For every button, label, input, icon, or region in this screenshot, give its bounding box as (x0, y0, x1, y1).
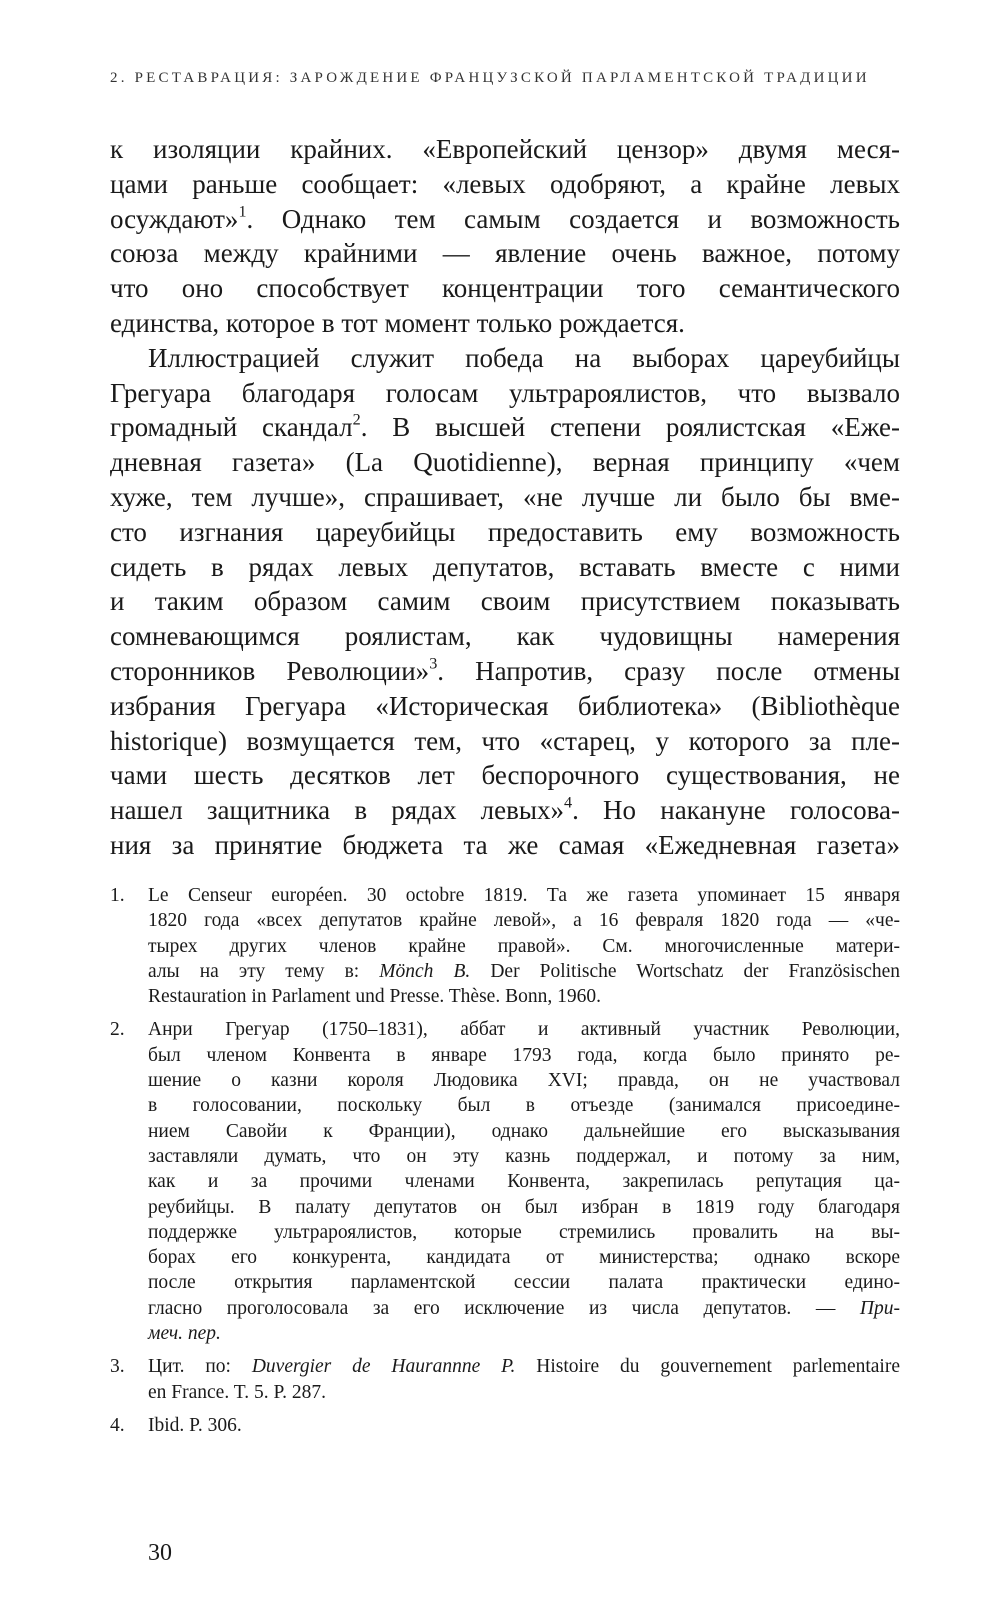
footnote-line: был членом Конвента в январе 1793 года, когда было принято ре- (148, 1044, 900, 1066)
footnote-line: после открытия парламентской сессии палата практически едино- (148, 1272, 900, 1294)
text-line: сторонников Революции»$^3$. Напротив, сразу после отмены (110, 654, 900, 686)
footnote-number: 3. (110, 1356, 125, 1378)
footnote-line: поддержке ультрароялистов, которые стремились провалить на вы- (148, 1221, 900, 1243)
footnote-line: Le Censeur européen. 30 octobre 1819. Та же газета упоминает 15 января (148, 885, 900, 906)
footnote-line: гласно проголосовала за его исключение из числа депутатов. — При- (148, 1297, 900, 1319)
footnote-line: реубийцы. В палату депутатов он был избран в 1819 году благодаря (148, 1196, 900, 1218)
text-line: сомневающимся роялистам, как чудовищны намерения (110, 621, 900, 652)
footnote-3 (110, 1354, 900, 1405)
footnote-number: 2. (110, 1019, 125, 1041)
text-line: избрания Грегуара «Историческая библиотека» (Bibliothèque (110, 690, 900, 721)
footnote-line: Цит. по: Duvergier de Haurannne P. Histoire du gouvernement parlementaire (148, 1356, 900, 1378)
footnote-ref-2[interactable]: 2 (352, 411, 361, 430)
footnote-line: Ibid. P. 306. (148, 1414, 242, 1436)
footnote-line: алы на эту тему в: Mönch B. Der Politische Wortschatz der Französischen (148, 960, 901, 982)
footnote-line: en France. T. 5. P. 287. (148, 1381, 327, 1403)
text-line: Иллюстрацией служит победа на выборах цареубийцы (148, 342, 900, 373)
footnote-number: 1. (110, 885, 125, 906)
main-text (110, 132, 900, 863)
text-line: осуждают»$^1$. Однако тем самым создается и возможность (110, 202, 900, 234)
footnote-ref-1[interactable]: 1 (238, 202, 247, 221)
text-line: громадный скандал$^2$. В высшей степени роялистская «Еже- (110, 411, 900, 443)
footnotes (110, 883, 900, 1446)
footnote-1 (110, 883, 900, 1009)
text-line: что оно способствует концентрации того семантического (110, 273, 900, 304)
footnote-line: Анри Грегуар (1750–1831), аббат и активный участник Революции, (148, 1019, 900, 1041)
text-line: дневная газета» (La Quotidienne), верная принципу «чем (110, 447, 900, 478)
text-line: нашел защитника в рядах левых»$^4$. Но накануне голосова- (110, 793, 900, 826)
footnote-number: 4. (110, 1414, 125, 1436)
text-line: хуже, тем лучше», спрашивает, «не лучше ли было бы вме- (110, 481, 900, 512)
text-line: союза между крайними — явление очень важное, потому (110, 238, 900, 269)
page-number: 30 (148, 1540, 172, 1566)
footnote-line: борах его конкурента, кандидата от министерства; однако вскоре (148, 1247, 900, 1269)
text-line: сто изгнания цареубийцы предоставить ему возможность (110, 516, 900, 547)
footnote-line: заставляли думать, что он эту казнь поддержал, и потому за ним, (148, 1145, 900, 1167)
text-line: и таким образом самим своим присутствием показывать (110, 586, 900, 617)
footnote-line: как и за прочими членами Конвента, закрепилась репутация ца- (148, 1171, 900, 1193)
text-line: чами шесть десятков лет беспорочного существования, не (110, 760, 900, 791)
footnote-line: Restauration in Parlament und Presse. Thèse. Bonn, 1960. (148, 986, 601, 1008)
text-line: Грегуара благодаря голосам ультрароялистов, что вызвало (110, 377, 900, 408)
footnote-line: нием Савойи к Франции), однако дальнейшие его высказывания (148, 1120, 900, 1142)
text-line: цами раньше сообщает: «левых одобряют, а крайне левых (110, 168, 900, 199)
footnote-2 (110, 1017, 900, 1346)
footnote-ref-4[interactable]: 4 (564, 793, 573, 812)
footnote-line: 1820 года «всех депутатов крайне левой», а 16 февраля 1820 года — «че- (148, 910, 900, 932)
running-header: 2. РЕСТАВРАЦИЯ: ЗАРОЖДЕНИЕ ФРАНЦУЗСКОЙ ПАРЛАМЕНТСКОЙ ТРАДИЦИИ (110, 70, 870, 86)
footnote-line: меч. пер. (148, 1323, 221, 1345)
footnote-line: тырех других членов крайне правой». См. многочисленные матери- (148, 935, 900, 957)
footnote-line: шение о казни короля Людовика XVI; правда, он не участвовал (148, 1070, 900, 1092)
text-line: сидеть в рядах левых депутатов, вставать вместе с ними (110, 551, 900, 582)
text-line: ния за принятие бюджета та же самая «Ежедневная газета» (110, 829, 900, 860)
footnote-line: в голосовании, поскольку был в отъезде (занимался присоедине- (148, 1095, 900, 1117)
text-line: historique) возмущается тем, что «старец, у которого за пле- (110, 725, 900, 756)
text-line: единства, которое в тот момент только рождается. (110, 307, 685, 338)
footnote-ref-3[interactable]: 3 (429, 654, 438, 673)
footnote-4 (110, 1413, 900, 1438)
text-line: к изоляции крайних. «Европейский цензор» двумя меся- (110, 134, 900, 164)
